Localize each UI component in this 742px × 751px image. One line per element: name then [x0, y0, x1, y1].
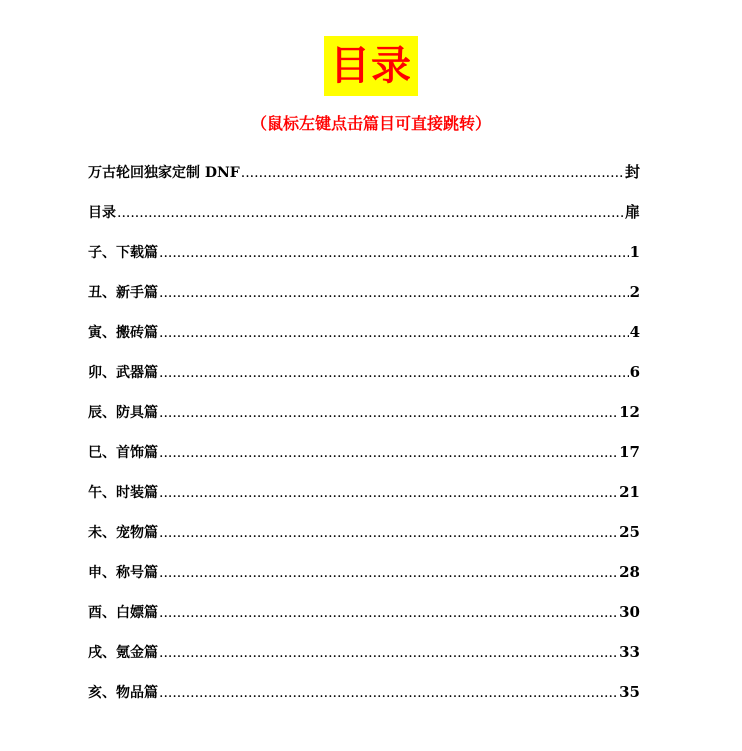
toc-entry-page: 30: [619, 603, 640, 621]
toc-dot-leader: [159, 283, 629, 303]
toc-entry-page: 35: [619, 683, 640, 701]
toc-entry-label: 戌、氪金篇: [88, 645, 158, 661]
toc-dot-leader: [159, 483, 618, 503]
toc-entry-label: 午、时装篇: [88, 485, 158, 501]
toc-entry[interactable]: [88, 242, 640, 282]
toc-entry-page: 1: [629, 243, 640, 261]
toc-dot-leader: [159, 643, 618, 663]
toc-entry-page: 25: [619, 523, 640, 541]
toc-entry-label: 巳、首饰篇: [88, 445, 158, 461]
toc-entry[interactable]: [88, 202, 640, 242]
toc-entry-label: 寅、搬砖篇: [88, 325, 158, 341]
toc-entry[interactable]: [88, 682, 640, 722]
toc-entry-page: 21: [619, 483, 640, 501]
toc-entry-page: 扉: [624, 203, 640, 221]
toc-entry-page: 17: [619, 443, 640, 461]
toc-entry[interactable]: [88, 362, 640, 402]
toc-entry-page: 33: [619, 643, 640, 661]
page-title: 目录: [324, 36, 418, 96]
toc-dot-leader: [159, 443, 618, 463]
toc-entry-page: 28: [619, 563, 640, 581]
toc-entry-label: 亥、物品篇: [88, 685, 158, 701]
toc-entry-page: 封: [624, 163, 640, 181]
toc-entry-label: 子、下载篇: [88, 245, 158, 261]
toc-dot-leader: [159, 563, 618, 583]
toc-entry-page: 4: [629, 323, 640, 341]
toc-entry-label: 酉、白嫖篇: [88, 605, 158, 621]
toc-entry[interactable]: [88, 282, 640, 322]
toc-entry-page: 2: [629, 283, 640, 301]
toc-entry[interactable]: [88, 482, 640, 522]
toc-entry-label: 丑、新手篇: [88, 285, 158, 301]
toc-entry[interactable]: [88, 642, 640, 682]
page-subtitle: （鼠标左键点击篇目可直接跳转）: [250, 114, 491, 133]
toc-entry[interactable]: [88, 562, 640, 602]
toc-entry-label: 目录: [88, 205, 116, 221]
toc-dot-leader: [117, 203, 624, 223]
toc-dot-leader: [159, 243, 629, 263]
toc-entry[interactable]: [88, 162, 640, 202]
toc-dot-leader: [159, 523, 618, 543]
toc-dot-leader: [159, 323, 629, 343]
toc-entry[interactable]: [88, 602, 640, 642]
toc-entry-page: 12: [619, 403, 640, 421]
toc-dot-leader: [159, 363, 629, 383]
toc-entry-label: 辰、防具篇: [88, 405, 158, 421]
toc-dot-leader: [159, 403, 618, 423]
toc-entry[interactable]: [88, 442, 640, 482]
table-of-contents: [88, 162, 640, 722]
toc-entry-label: 申、称号篇: [88, 565, 158, 581]
toc-dot-leader: [241, 163, 624, 183]
toc-entry-label: 万古轮回独家定制 DNF: [88, 165, 240, 181]
toc-entry-label: 卯、武器篇: [88, 365, 158, 381]
toc-entry[interactable]: [88, 402, 640, 442]
title-container: [0, 36, 742, 96]
toc-entry[interactable]: [88, 322, 640, 362]
toc-entry-page: 6: [629, 363, 640, 381]
toc-dot-leader: [159, 683, 618, 703]
toc-entry[interactable]: [88, 522, 640, 562]
toc-entry-label: 未、宠物篇: [88, 525, 158, 541]
toc-dot-leader: [159, 603, 618, 623]
